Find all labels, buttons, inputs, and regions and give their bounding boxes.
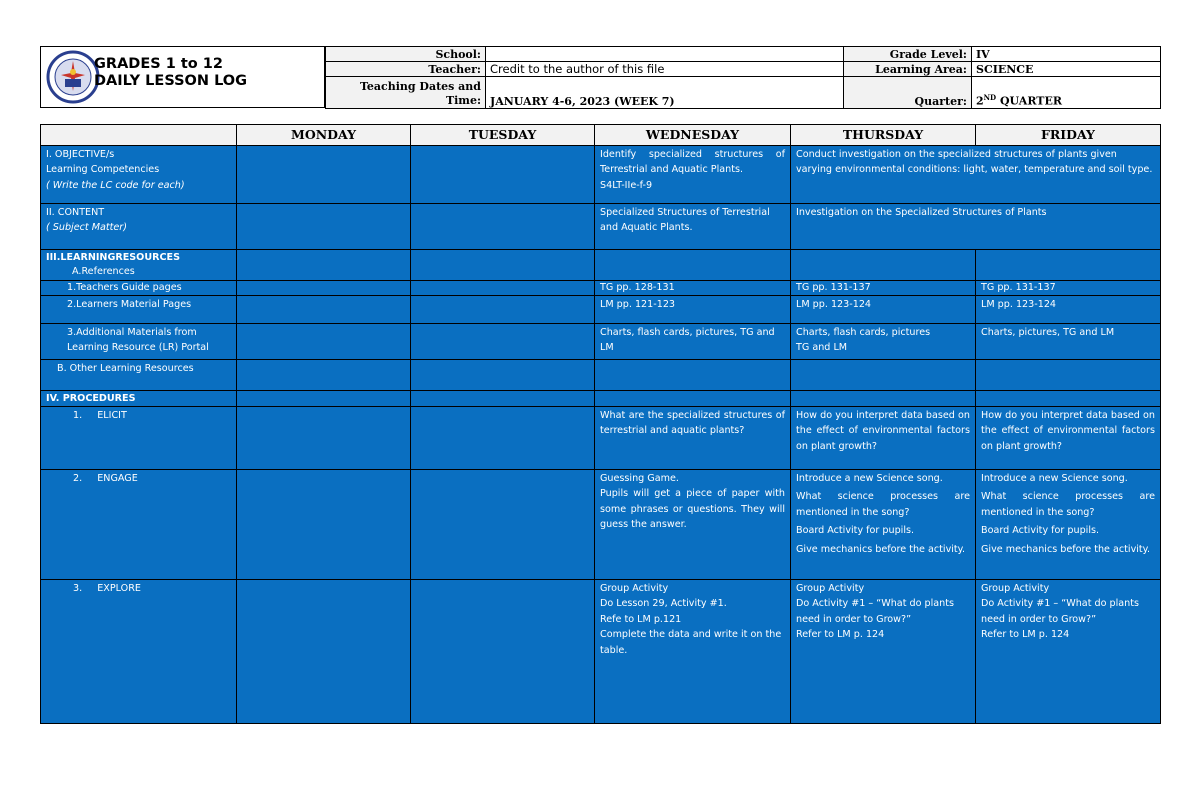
title-line-1: GRADES 1 to 12 <box>94 56 223 72</box>
engage-label-cell <box>41 469 237 579</box>
deped-seal-icon <box>46 50 100 104</box>
engage-wednesday: Guessing Game. Pupils will get a piece of paper with some phrases or questions. They will guess the answer. <box>595 469 791 579</box>
engage-friday: Introduce a new Science song. What science processes are mentioned in the song? Board Activity for pupils. Give mechanics before the activity. <box>976 469 1161 579</box>
procedures-monday <box>237 390 411 406</box>
learning-area-label: Learning Area: <box>844 62 972 77</box>
other-wednesday <box>595 359 791 390</box>
engage-tuesday <box>411 469 595 579</box>
day-header-row <box>41 125 1161 146</box>
learning-competencies-label: Learning Competencies <box>46 164 160 175</box>
content-tuesday <box>411 203 595 249</box>
engage-row <box>41 469 1161 579</box>
explore-number: 3. <box>73 582 83 594</box>
elicit-tuesday <box>411 406 595 469</box>
objectives-monday <box>237 145 411 203</box>
school-value <box>486 47 844 62</box>
teaching-dates-label: Teaching Dates and Time: <box>326 77 486 109</box>
explore-wednesday: Group Activity Do Lesson 29, Activity #1. Refe to LM p.121 Complete the data and write it on the table. <box>595 579 791 724</box>
lm-pages-row <box>41 295 1161 323</box>
additional-friday: Charts, pictures, TG and LM <box>976 323 1161 359</box>
title-line-2: DAILY LESSON LOG <box>94 73 248 89</box>
subject-matter-label: ( Subject Matter) <box>46 222 127 233</box>
resources-wednesday <box>595 249 791 280</box>
tg-pages-row <box>41 280 1161 295</box>
elicit-thursday: How do you interpret data based on the effect of environmental factors on plant growth? <box>791 406 976 469</box>
learning-resources-label-cell <box>41 249 237 280</box>
lm-wednesday: LM pp. 121-123 <box>595 295 791 323</box>
engage-number: 2. <box>73 472 83 484</box>
learning-area-value: SCIENCE <box>972 62 1161 77</box>
lm-monday <box>237 295 411 323</box>
content-thursday-friday: Investigation on the Specialized Structures of Plants <box>791 203 1161 249</box>
procedures-wednesday <box>595 390 791 406</box>
resources-monday <box>237 249 411 280</box>
procedures-friday <box>976 390 1161 406</box>
tg-wednesday: TG pp. 128-131 <box>595 280 791 295</box>
explore-monday <box>237 579 411 724</box>
elicit-label: ELICIT <box>97 409 127 421</box>
blank-header <box>41 125 237 146</box>
day-header-tuesday: TUESDAY <box>411 125 595 146</box>
explore-thursday: Group Activity Do Activity #1 – “What do plants need in order to Grow?” Refer to LM p. 124 <box>791 579 976 724</box>
day-header-wednesday: WEDNESDAY <box>595 125 791 146</box>
resources-tuesday <box>411 249 595 280</box>
explore-label-cell <box>41 579 237 724</box>
procedures-thursday <box>791 390 976 406</box>
grade-level-label: Grade Level: <box>844 47 972 62</box>
quarter-label: Quarter: <box>844 77 972 109</box>
procedures-tuesday <box>411 390 595 406</box>
learning-resources-label: III.LEARNINGRESOURCES <box>46 251 181 263</box>
day-header-thursday: THURSDAY <box>791 125 976 146</box>
competency-code: S4LT-IIe-f-9 <box>600 179 653 191</box>
tg-monday <box>237 280 411 295</box>
other-resources-row <box>41 359 1161 390</box>
other-tuesday <box>411 359 595 390</box>
other-resources-label: B. Other Learning Resources <box>41 359 237 390</box>
objectives-tuesday <box>411 145 595 203</box>
procedures-row <box>41 390 1161 406</box>
content-row <box>41 203 1161 249</box>
engage-thursday: Introduce a new Science song. What science processes are mentioned in the song? Board Activity for pupils. Give mechanics before the activity. <box>791 469 976 579</box>
other-thursday <box>791 359 976 390</box>
explore-friday: Group Activity Do Activity #1 – “What do plants need in order to Grow?” Refer to LM p. 124 <box>976 579 1161 724</box>
objectives-row <box>41 145 1161 203</box>
elicit-row <box>41 406 1161 469</box>
teaching-dates-value: JANUARY 4-6, 2023 (WEEK 7) <box>486 77 844 109</box>
references-label: A.References <box>72 265 135 277</box>
additional-thursday: Charts, flash cards, pictures TG and LM <box>791 323 976 359</box>
quarter-value: 2ND QUARTER <box>972 77 1161 109</box>
additional-monday <box>237 323 411 359</box>
engage-monday <box>237 469 411 579</box>
teacher-value: Credit to the author of this file <box>486 62 844 77</box>
other-friday <box>976 359 1161 390</box>
procedures-label: IV. PROCEDURES <box>41 390 237 406</box>
additional-wednesday: Charts, flash cards, pictures, TG and LM <box>595 323 791 359</box>
header-info-table <box>325 46 1161 109</box>
resources-thursday <box>791 249 976 280</box>
learning-resources-row <box>41 249 1161 280</box>
elicit-label-cell <box>41 406 237 469</box>
teacher-label: Teacher: <box>326 62 486 77</box>
lm-thursday: LM pp. 123-124 <box>791 295 976 323</box>
explore-tuesday <box>411 579 595 724</box>
elicit-number: 1. <box>73 409 83 421</box>
page-title <box>94 56 247 90</box>
additional-tuesday <box>411 323 595 359</box>
explore-row <box>41 579 1161 724</box>
school-label: School: <box>326 47 486 62</box>
objectives-label: I. OBJECTIVE/s <box>46 148 115 160</box>
tg-friday: TG pp. 131-137 <box>976 280 1161 295</box>
day-header-monday: MONDAY <box>237 125 411 146</box>
engage-label: ENGAGE <box>97 472 138 484</box>
other-monday <box>237 359 411 390</box>
additional-materials-label-cell: 3.Additional Materials from Learning Resource (LR) Portal <box>41 323 237 359</box>
lc-code-note: ( Write the LC code for each) <box>46 179 185 191</box>
tg-thursday: TG pp. 131-137 <box>791 280 976 295</box>
content-monday <box>237 203 411 249</box>
lesson-log-table <box>40 124 1161 724</box>
objectives-thursday-friday: Conduct investigation on the specialized structures of plants given varying environmental conditions: light, water, temperature and soil type. <box>791 145 1161 203</box>
elicit-friday: How do you interpret data based on the effect of environmental factors on plant growth? <box>976 406 1161 469</box>
tg-tuesday <box>411 280 595 295</box>
objectives-label-cell <box>41 145 237 203</box>
lm-friday: LM pp. 123-124 <box>976 295 1161 323</box>
additional-materials-row <box>41 323 1161 359</box>
lm-tuesday <box>411 295 595 323</box>
grade-level-value: IV <box>972 47 1161 62</box>
elicit-wednesday: What are the specialized structures of terrestrial and aquatic plants? <box>595 406 791 469</box>
elicit-monday <box>237 406 411 469</box>
content-label-cell <box>41 203 237 249</box>
resources-friday <box>976 249 1161 280</box>
objectives-wednesday: Identify specialized structures of Terrestrial and Aquatic Plants. S4LT-IIe-f-9 <box>595 145 791 203</box>
lm-pages-label: 2.Learners Material Pages <box>41 295 237 323</box>
header-title-box <box>40 46 325 108</box>
day-header-friday: FRIDAY <box>976 125 1161 146</box>
content-wednesday: Specialized Structures of Terrestrial and Aquatic Plants. <box>595 203 791 249</box>
explore-label: EXPLORE <box>97 582 141 594</box>
tg-pages-label: 1.Teachers Guide pages <box>41 280 237 295</box>
content-label: II. CONTENT <box>46 206 105 218</box>
